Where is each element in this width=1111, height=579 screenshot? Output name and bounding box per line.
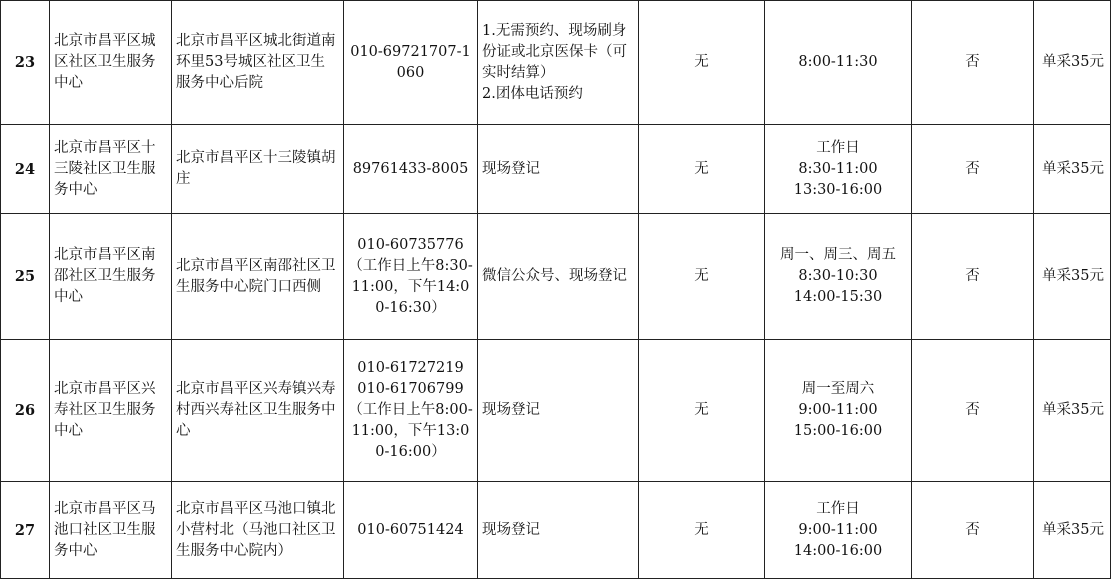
contact-phone [344, 482, 478, 579]
time-line: 13:30-16:00 [793, 181, 883, 198]
requirement: 无 [639, 1, 765, 125]
booking-method [478, 125, 639, 214]
row-number: 25 [1, 214, 50, 340]
row-number: 27 [1, 482, 50, 579]
service-time [765, 482, 912, 579]
service-time [765, 214, 912, 340]
time-line: 8:30-11:00 [798, 160, 878, 177]
contact-phone [344, 214, 478, 340]
time-line: 周一至周六 [801, 381, 875, 397]
price-cell: 单采35元 [1034, 340, 1111, 482]
table-row [1, 340, 1111, 482]
row-number: 24 [1, 125, 50, 214]
center-name: 北京市昌平区兴寿社区卫生服务中心 [50, 340, 172, 482]
requirement: 无 [639, 214, 765, 340]
service-time [765, 1, 912, 125]
price-cell: 单采35元 [1034, 125, 1111, 214]
time-line: 工作日 [816, 139, 860, 156]
time-line: 9:00-11:00 [798, 402, 878, 418]
table-row [1, 1, 1111, 125]
center-name: 北京市昌平区十三陵社区卫生服务中心 [50, 125, 172, 214]
phone-line: 010-61727219 [357, 360, 464, 376]
method-line: 1.无需预约、现场刷身份证或北京医保卡（可实时结算） [482, 22, 627, 81]
booking-method [478, 482, 639, 579]
row-number: 26 [1, 340, 50, 482]
time-line: 14:00-15:30 [793, 289, 883, 305]
booking-method [478, 1, 639, 125]
table-row [1, 125, 1111, 214]
row-number: 23 [1, 1, 50, 125]
time-line: 8:30-10:30 [798, 268, 878, 284]
time-line: 14:00-16:00 [793, 542, 883, 559]
requirement: 无 [639, 482, 765, 579]
center-address: 北京市昌平区城北街道南环里53号城区社区卫生服务中心后院 [172, 1, 344, 125]
time-line: 周一、周三、周五 [780, 247, 896, 263]
flag-cell: 否 [912, 125, 1034, 214]
center-name: 北京市昌平区南邵社区卫生服务中心 [50, 214, 172, 340]
center-name: 北京市昌平区马池口社区卫生服务中心 [50, 482, 172, 579]
center-address: 北京市昌平区十三陵镇胡庄 [172, 125, 344, 214]
price-cell: 单采35元 [1034, 482, 1111, 579]
requirement: 无 [639, 340, 765, 482]
time-line: 15:00-16:00 [793, 423, 883, 439]
phone-line: 010-60735776 [357, 236, 464, 253]
flag-cell: 否 [912, 1, 1034, 125]
phone-line: （工作日上午8:00-11:00，下午13:00-16:00） [348, 402, 473, 460]
contact-phone [344, 340, 478, 482]
method-line: 现场登记 [482, 160, 540, 177]
center-address: 北京市昌平区南邵社区卫生服务中心院门口西侧 [172, 214, 344, 340]
phone-line: 010-61706799 [357, 381, 464, 397]
method-line: 2.团体电话预约 [482, 85, 583, 102]
center-address: 北京市昌平区马池口镇北小营村北（马池口社区卫生服务中心院内） [172, 482, 344, 579]
price-cell: 单采35元 [1034, 1, 1111, 125]
price-cell: 单采35元 [1034, 214, 1111, 340]
phone-line: 010-60751424 [357, 521, 464, 538]
method-line: 现场登记 [482, 402, 540, 418]
contact-phone [344, 1, 478, 125]
time-line: 9:00-11:00 [798, 521, 878, 538]
method-line: 微信公众号、现场登记 [482, 268, 627, 284]
requirement: 无 [639, 125, 765, 214]
time-line: 工作日 [816, 500, 860, 517]
contact-phone [344, 125, 478, 214]
method-line: 现场登记 [482, 521, 540, 538]
booking-method [478, 340, 639, 482]
booking-method [478, 214, 639, 340]
phone-line: 010-69721707-1060 [350, 43, 471, 81]
service-time [765, 340, 912, 482]
flag-cell: 否 [912, 340, 1034, 482]
center-address: 北京市昌平区兴寿镇兴寿村西兴寿社区卫生服务中心 [172, 340, 344, 482]
center-name: 北京市昌平区城区社区卫生服务中心 [50, 1, 172, 125]
time-line: 8:00-11:30 [798, 54, 878, 70]
phone-line: 89761433-8005 [352, 160, 469, 177]
table-row [1, 214, 1111, 340]
table-row [1, 482, 1111, 579]
phone-line: （工作日上午8:30-11:00，下午14:00-16:30） [348, 257, 473, 316]
service-time [765, 125, 912, 214]
flag-cell: 否 [912, 482, 1034, 579]
flag-cell: 否 [912, 214, 1034, 340]
